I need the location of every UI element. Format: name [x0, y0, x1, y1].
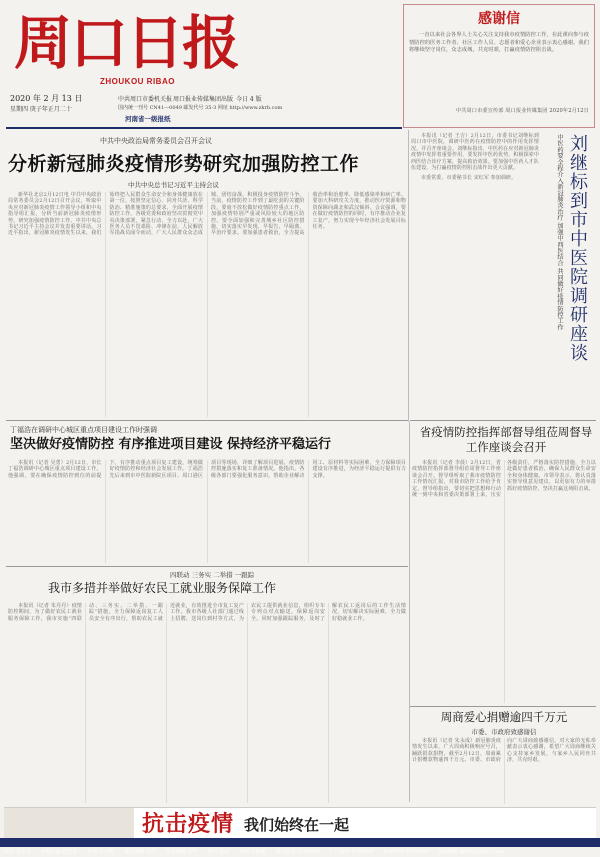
- pub-info-3: 今日 4 版: [236, 96, 262, 103]
- lead-body: [8, 192, 406, 417]
- sidebar-body-text: 本报讯（记者 王吉）2月12日，市委书记刘继标到周口市中医院，调研中医药在疫情防控中的作用发挥情况，并召开座谈会。刘继标指出，中医药在应对新冠肺炎疫情中发挥着重要作用，要发挥中医药优势，积极探索中西医结合诊疗方案，提高救治效果。要加强中医药人才队伍建设，为打赢疫情防控阻击战作出更大贡献。: [411, 133, 539, 172]
- footer-item: 新闻热线 6029999: [383, 849, 428, 855]
- thanks-signature: 中共周口市委宣传部 周口报业传媒集团 2020年2月12日: [455, 108, 589, 114]
- employment-body-text: 本报讯（记者 朱丹丹）疫情防控期间，为了做好农民工就业服务保障工作，我市实施“四联动、三务实、二举措、一跟踪”措施，全力保障返岗复工人员安全有序出行，帮助农民工就近就业，有效推进全市复工复产工作。我市各级人社部门通过线上招聘、送岗位到村等方式，为农民工提供就业信息，组织专车专列点对点输送，保障返岗安全。同时加强跟踪服务，及时了解农民工返岗后的工作生活情况，切实解决实际困难，全力做好稳就业工作。: [8, 603, 406, 622]
- lead-body-text: 新华社北京2月12日电 中共中央政治局常务委员会2月12日召开会议，听取中央应对新冠肺炎疫情工作领导小组和中央指导组汇报，分析当前新冠肺炎疫情形势，研究加强疫情防控工作。中共中央总书记习近平主持会议并发表重要讲话。习近平指出，新冠肺炎疫情发生以来，我们始终把人民群众生命安全和身体健康放在第一位，按照坚定信心、同舟共济、科学防治、精准施策的总要求，全面开展疫情防控工作。各级党委和政府坚决贯彻党中央决策部署，紧急行动、全力以赴，广大医务人员不畏艰险、冲锋在前，人民解放军指战员闻令而动，广大人民群众众志成城、团结奋战，积极投身疫情防控斗争。当前，疫情防控工作到了最吃劲的关键阶段，要毫不放松做好疫情防控重点工作，加强疫情特别严重或风险较大的地区防控。要全面加强和完善城乡社区防控措施，切实落实早发现、早报告、早隔离、早治疗要求。要加强患者救治，全力提高收治率和治愈率、降低感染率和病亡率。要加大科研攻关力度，推动医疗资源和物资保障向湖北和武汉倾斜。会议强调，要在做好疫情防控的同时，有序推动企业复工复产，努力实现今年经济社会发展目标任务。: [8, 192, 406, 237]
- sidebar-deck: 中医药要全程介入新冠肺炎治疗 加强中西医结合 共同做好疫情防控工作: [556, 134, 563, 331]
- banner-slogan-1: 抗击疫情: [142, 811, 235, 837]
- second-body-text: 本报讯（记者 吴勇）2月12日，市长丁福浩调研中心城区重点项目建设工作。他强调，要在确保疫情防控到位的前提下，有序推动重点项目复工建设，统筹做好疫情防控和经济社会发展工作。丁福浩先后来到市中医院新院区项目、周口港区项目等现场，详细了解项目进展、疫情防控措施落实和复工准备情况。他指出，各级各部门要强化服务意识，帮助企业解决用工、原材料等实际困难，全力保障项目建设有序推进，为经济平稳运行提供有力支撑。: [8, 460, 406, 479]
- sidebar-footer: 市委常委、市委秘书长 宋红军 参加调研。: [421, 175, 517, 182]
- employment-kicker: 四联动 三务实 二举措 一跟踪: [170, 571, 255, 579]
- masthead-rule: [6, 127, 402, 129]
- thanks-body: 一直以来社会各界人士关心关注支持我市疫情防控工作，在此谨向参与疫情防控的医务工作者、社区工作人员、志愿者和爱心企业表示衷心感谢。我们将继续坚守岗位，众志成城，共克时艰，打赢疫情防控阻击战。: [409, 32, 589, 53]
- rule-4: [410, 706, 596, 707]
- footer-bar: [0, 838, 600, 855]
- employment-body: [8, 603, 406, 803]
- sidebar-headline: 刘继标到市中医院调研座谈: [567, 134, 588, 362]
- second-body: [8, 460, 406, 563]
- sidebar-divider: [408, 130, 409, 422]
- footer-item: 美编 王丽娟: [239, 849, 266, 855]
- masthead-pinyin: ZHOUKOU RIBAO: [100, 77, 175, 86]
- banner-stripe: [4, 808, 134, 839]
- lead-subhead: 中共中央总书记习近平主持会议: [128, 181, 219, 189]
- thanks-box: [403, 4, 595, 128]
- footer-item: 组版编辑 吴华: [165, 849, 198, 855]
- banner-slogan-2: 我们始终在一起: [244, 816, 350, 834]
- rule-3: [6, 566, 408, 567]
- third-headline: 省疫情防控指挥部督导组莅周督导工作座谈会召开: [419, 425, 593, 454]
- donation-headline: 周商爱心捐赠逾四千万元: [440, 710, 568, 724]
- employment-headline: 我市多措并举做好农民工就业服务保障工作: [48, 581, 277, 595]
- lead-headline: 分析新冠肺炎疫情形势研究加强防控工作: [8, 153, 360, 175]
- masthead-tag: 河南省一级报纸: [125, 115, 171, 123]
- donation-body-text: 本报讯（记者 朱永成）新冠肺炎疫情发生以来，广大周商积极响应号召，踊跃捐款捐物，截至2月12日，周商累计捐赠款物逾四千万元。市委、市政府向广大周商致感谢信，对大家的无私奉献表示衷心感谢，希望广大周商继续关心支持家乡发展，与家乡人民同舟共济，共克时艰。: [412, 738, 596, 764]
- thanks-title: 感谢信: [478, 11, 520, 27]
- footer-item: 本期总编 赵于龙: [40, 849, 78, 855]
- donation-body: [412, 738, 596, 804]
- lead-kicker: 中共中央政治局常务委员会召开会议: [100, 137, 212, 145]
- footer-item: 投稿邮箱 zkrbgp@126.com: [437, 849, 504, 855]
- footer-item: 审改 王子辉: [87, 849, 114, 855]
- footer-item: 社长 王彦忠: [4, 849, 31, 855]
- third-body: [412, 460, 596, 703]
- third-body-text: 本报讯（记者 李晨）2月12日，省疫情防控指挥部督导组莅周督导工作座谈会召开。督导组听取了我市疫情防控工作情况汇报，对我市防控工作给予肯定。督导组指出，要切实把思想和行动统一到中央和省委决策部署上来，压实各级责任，严格落实防控措施，全力以赴做好患者救治，确保人民群众生命安全和身体健康。市领导表示，将认真落实督导组意见建议，以更加有力的举措抓好疫情防控，坚决打赢这场阻击战。: [412, 460, 596, 499]
- pub-info-1: 中共周口市委机关报: [118, 96, 173, 103]
- column-divider: [409, 422, 410, 802]
- weekday-line: 星期四 庚子年正月二十: [10, 106, 72, 113]
- footer-item: 发行服务 8234300: [275, 849, 320, 855]
- footer-item: 责任编辑 宋丹: [124, 849, 156, 855]
- banner: [4, 807, 596, 838]
- footer-item: 校对 郑丽: [207, 849, 230, 855]
- date-line: 2020 年 2 月 13 日: [10, 94, 83, 103]
- sidebar-body: [411, 133, 539, 416]
- second-kicker: 丁福浩在调研中心城区重点项目建设工作时强调: [10, 426, 157, 434]
- second-headline: 坚决做好疫情防控 有序推进项目建设 保持经济平稳运行: [10, 437, 332, 452]
- rule-1: [6, 420, 408, 421]
- footer-item: 广告服务 6190066: [329, 849, 374, 855]
- pub-info-2: 周口报业传媒集团出版: [173, 96, 234, 103]
- rule-2: [410, 420, 596, 421]
- donation-subhead: 市委、市政府致感谢信: [471, 728, 537, 736]
- code-line: 国内统一刊号 CN41—0049 邮发代号 35-3 网址 http://www.zkrb.com: [118, 105, 283, 111]
- masthead: [0, 0, 402, 128]
- masthead-title: 周口日报: [14, 9, 239, 77]
